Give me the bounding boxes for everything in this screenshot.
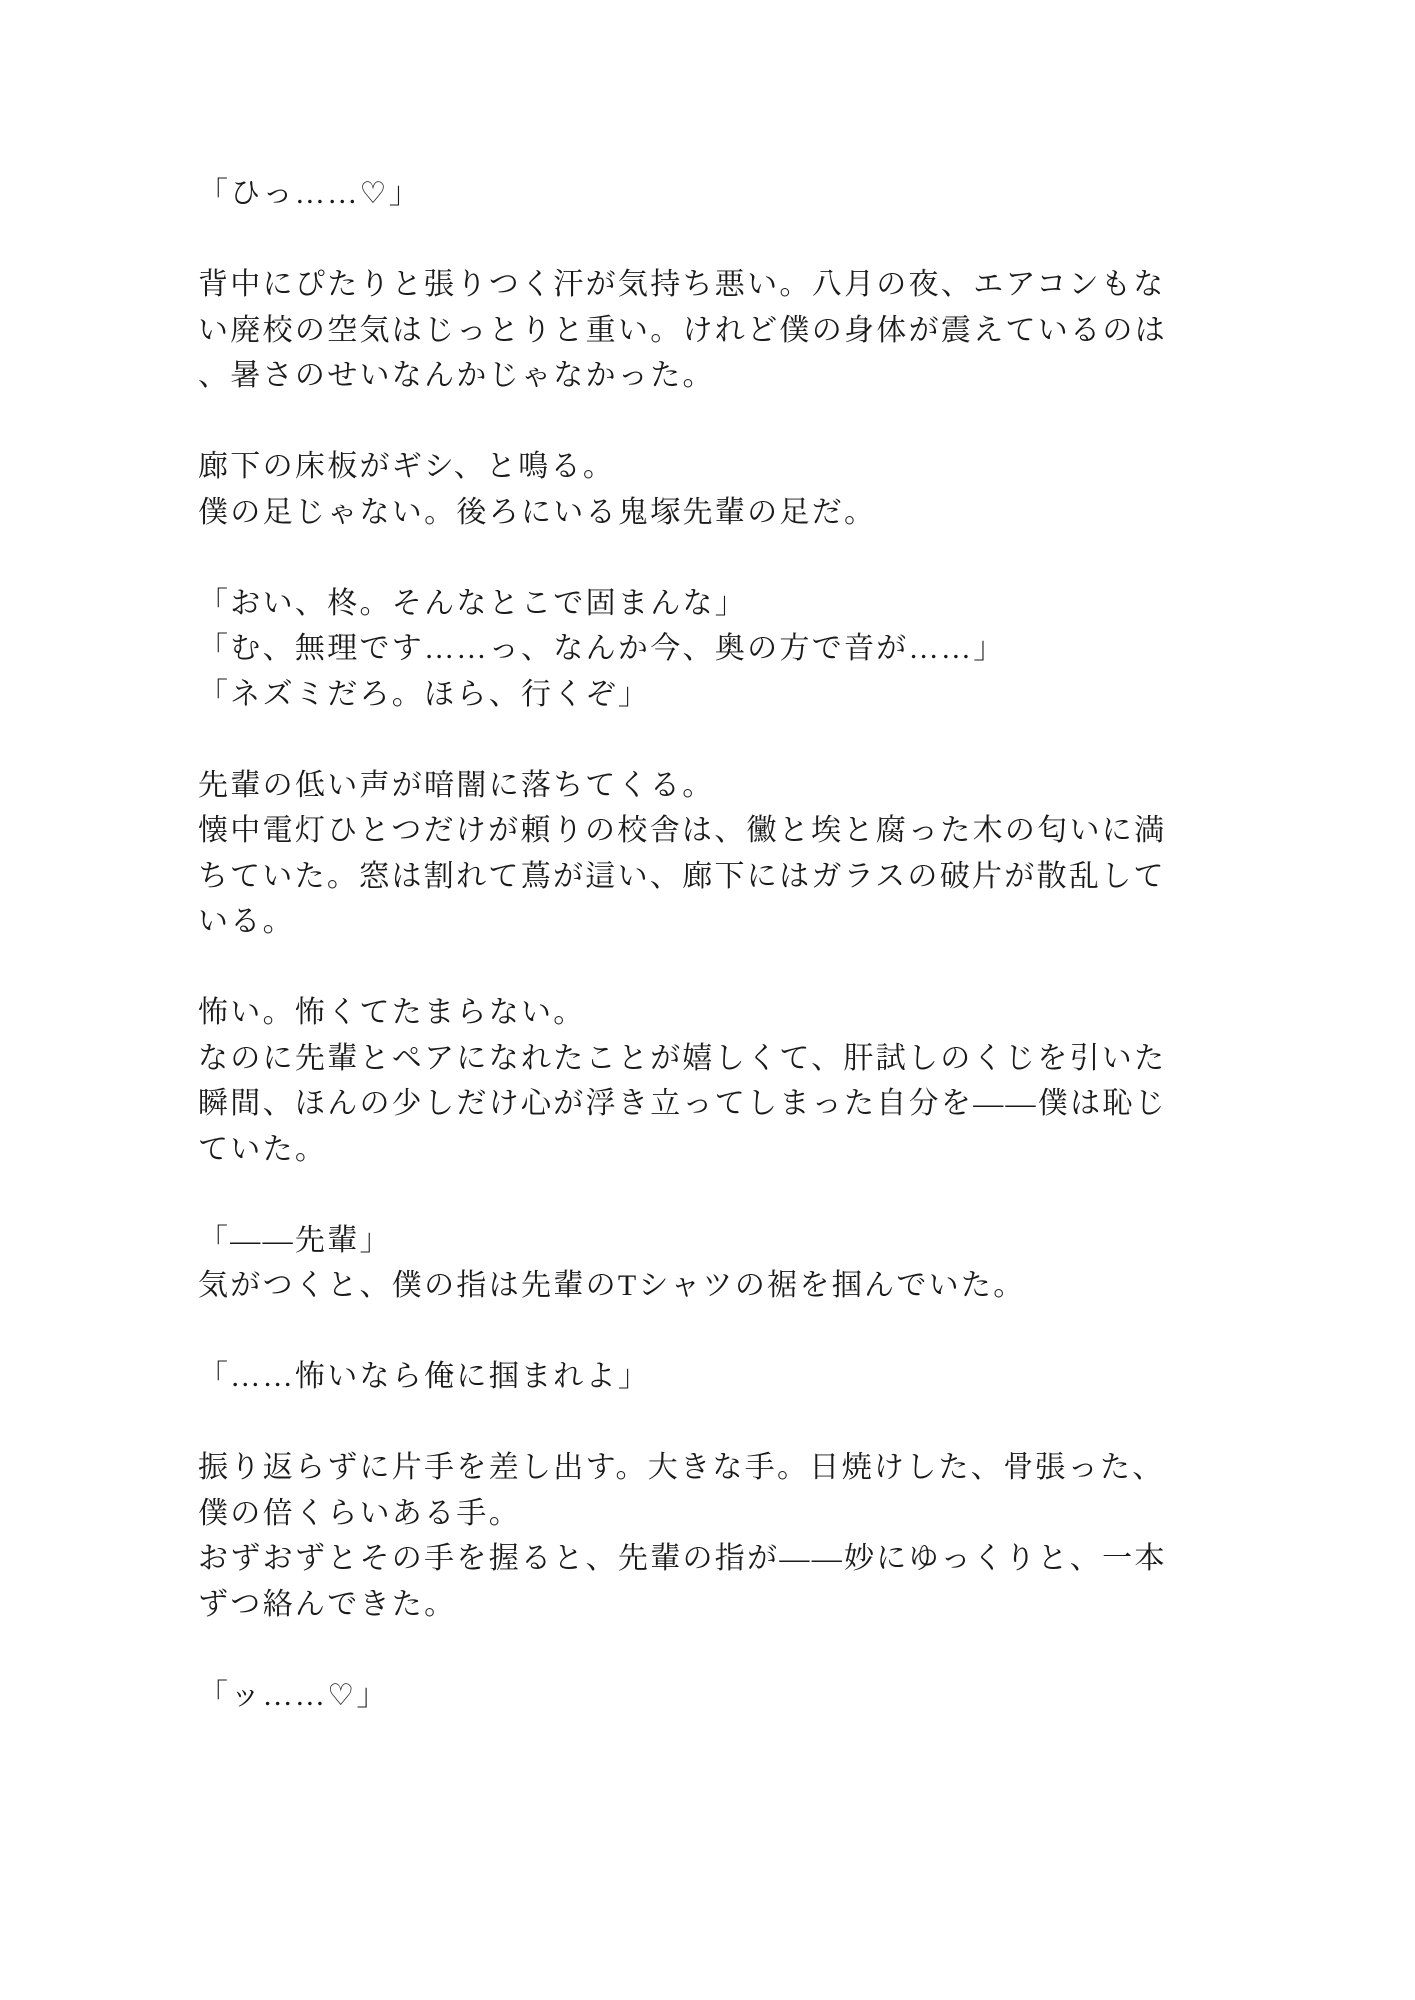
paragraph-narration xyxy=(198,262,1218,399)
text-line: 背中にぴたりと張りつく汗が気持ち悪い。八月の夜、エアコンもな xyxy=(198,268,1166,301)
text-line: 「……怖いなら俺に掴まれよ」 xyxy=(198,1360,651,1393)
paragraph-dialogue xyxy=(198,581,1218,718)
paragraph-narration xyxy=(198,1445,1218,1627)
text-line: おずおずとその手を握ると、先輩の指が——妙にゆっくりと、一本 xyxy=(198,1542,1167,1575)
text-line: 「ネズミだろ。ほら、行くぞ」 xyxy=(198,677,651,711)
text-line: ていた。 xyxy=(198,1132,328,1166)
text-line: 僕の足じゃない。後ろにいる鬼塚先輩の足だ。 xyxy=(198,495,877,529)
text-line: いる。 xyxy=(198,905,295,938)
paragraph-dialogue xyxy=(198,1673,1218,1719)
text-line: 先輩の低い声が暗闇に落ちてくる。 xyxy=(198,768,715,802)
paragraph-narration xyxy=(198,763,1218,945)
paragraph-dialogue xyxy=(198,1354,1218,1400)
text-line: 「む、無理です……っ、なんか今、奥の方で音が……」 xyxy=(198,632,1006,665)
text-line: ずつ絡んできた。 xyxy=(198,1587,457,1621)
text-line: 「ッ……♡」 xyxy=(198,1678,389,1712)
text-line: 僕の倍くらいある手。 xyxy=(198,1496,521,1530)
text-line: 気がつくと、僕の指は先輩のTシャツの裾を掴んでいた。 xyxy=(198,1269,1026,1302)
text-line: ちていた。窓は割れて蔦が這い、廊下にはガラスの破片が散乱して xyxy=(198,859,1166,893)
paragraph-mixed xyxy=(198,1218,1218,1309)
text-line: 、暑さのせいなんかじゃなかった。 xyxy=(198,359,715,392)
text-line: 廊下の床板がギシ、と鳴る。 xyxy=(198,450,616,483)
text-line: 「——先輩」 xyxy=(198,1223,392,1257)
paragraph-narration xyxy=(198,444,1218,535)
text-line: い廃校の空気はじっとりと重い。けれど僕の身体が震えているのは xyxy=(198,313,1167,347)
text-line: 瞬間、ほんの少しだけ心が浮き立ってしまった自分を——僕は恥じ xyxy=(198,1087,1167,1120)
text-line: なのに先輩とペアになれたことが嬉しくて、肝試しのくじを引いた xyxy=(198,1041,1167,1075)
paragraph-dialogue xyxy=(198,171,1218,217)
text-line: 振り返らずに片手を差し出す。大きな手。日焼けした、骨張った、 xyxy=(198,1451,1165,1484)
text-line: 怖い。怖くてたまらない。 xyxy=(198,996,586,1029)
paragraph-narration xyxy=(198,990,1218,1172)
text-line: 「ひっ……♡」 xyxy=(198,177,421,210)
story-text-block xyxy=(198,171,1218,1718)
text-line: 「おい、柊。そんなとこで固まんな」 xyxy=(198,586,748,620)
text-line: 懐中電灯ひとつだけが頼りの校舎は、黴と埃と腐った木の匂いに満 xyxy=(198,814,1167,847)
